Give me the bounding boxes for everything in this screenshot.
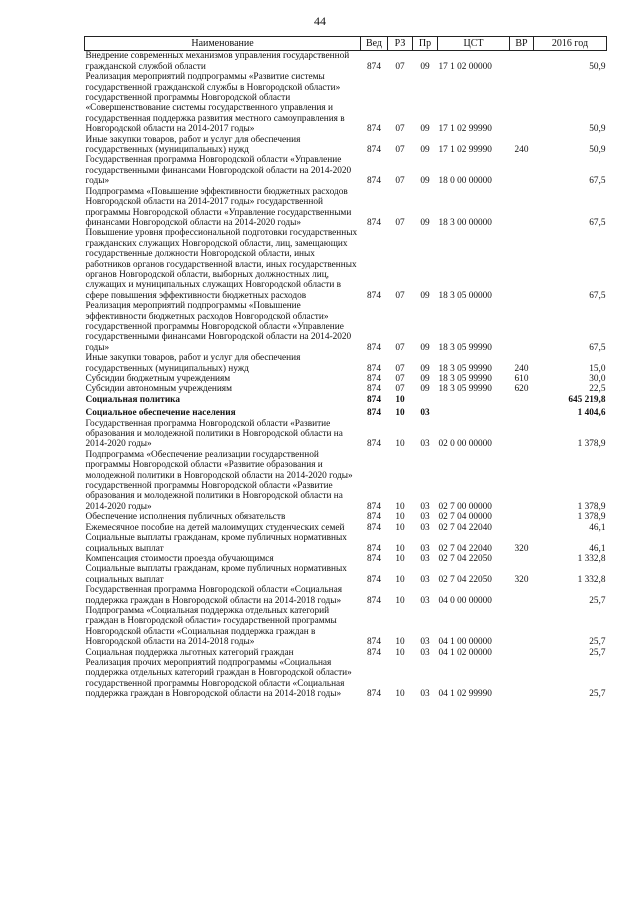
row-cst: 18 3 05 99990 bbox=[438, 374, 492, 384]
table-row bbox=[85, 187, 607, 229]
row-cst: 18 3 05 99990 bbox=[438, 384, 492, 395]
row-rz: 07 bbox=[395, 290, 405, 301]
row-amount: 46,1 bbox=[589, 543, 606, 554]
row-pr: 03 bbox=[420, 574, 430, 585]
table-row bbox=[85, 395, 607, 405]
row-rz: 10 bbox=[395, 543, 405, 554]
row-ved: 874 bbox=[367, 647, 381, 658]
table-row bbox=[85, 533, 607, 554]
table-row bbox=[85, 523, 607, 533]
row-cst bbox=[438, 395, 510, 405]
row-pr: 03 bbox=[420, 501, 430, 512]
row-pr: 09 bbox=[420, 124, 430, 135]
row-cst: 17 1 02 00000 bbox=[438, 61, 492, 72]
budget-table bbox=[84, 36, 607, 700]
row-name: Социальные выплаты гражданам, кроме публичных нормативных социальных выплат bbox=[85, 564, 347, 585]
row-vr bbox=[510, 606, 534, 648]
row-rz: 07 bbox=[395, 384, 405, 395]
row-amount: 1 332,8 bbox=[577, 553, 606, 564]
row-amount: 50,9 bbox=[589, 145, 606, 156]
row-name: Внедрение современных механизмов управления государственной гражданской службой области bbox=[85, 51, 350, 72]
row-amount: 67,5 bbox=[589, 176, 606, 187]
row-ved: 874 bbox=[367, 290, 381, 301]
row-cst: 02 7 04 22050 bbox=[438, 553, 492, 564]
row-amount: 50,9 bbox=[589, 61, 606, 72]
header-pr: Пр bbox=[413, 37, 438, 51]
row-vr bbox=[510, 187, 534, 229]
row-cst: 18 3 00 00000 bbox=[438, 217, 492, 228]
table-row bbox=[85, 658, 607, 700]
row-amount: 50,9 bbox=[589, 124, 606, 135]
table-row bbox=[85, 554, 607, 564]
table-row bbox=[85, 228, 607, 301]
row-pr: 09 bbox=[420, 374, 430, 384]
row-amount: 1 378,9 bbox=[577, 439, 606, 450]
row-cst: 02 7 04 00000 bbox=[438, 512, 492, 523]
row-ved: 874 bbox=[367, 394, 381, 405]
table-row bbox=[85, 72, 607, 134]
row-amount: 1 332,8 bbox=[577, 574, 606, 585]
row-ved: 874 bbox=[367, 439, 381, 450]
header-ved: Вед bbox=[361, 37, 388, 51]
row-name: Государственная программа Новгородской области «Управление государственными финансами Новгородской области на 2014-2020 годы» bbox=[85, 155, 352, 187]
row-vr bbox=[510, 228, 534, 301]
row-rz: 10 bbox=[395, 647, 405, 658]
row-cst: 17 1 02 99990 bbox=[438, 124, 492, 135]
row-vr bbox=[510, 523, 534, 533]
row-vr bbox=[510, 72, 534, 134]
row-pr: 03 bbox=[420, 512, 430, 523]
row-rz: 07 bbox=[395, 342, 405, 353]
row-vr bbox=[510, 395, 534, 405]
header-cst: ЦСТ bbox=[438, 37, 510, 51]
header-rz: РЗ bbox=[388, 37, 413, 51]
row-ved: 874 bbox=[367, 217, 381, 228]
table-row bbox=[85, 585, 607, 606]
row-vr bbox=[510, 554, 534, 564]
row-amount: 25,7 bbox=[589, 689, 606, 700]
row-ved: 874 bbox=[367, 176, 381, 187]
table-header-row bbox=[85, 37, 607, 51]
row-vr bbox=[510, 585, 534, 606]
table-row bbox=[85, 135, 607, 156]
row-name: Социальная поддержка льготных категорий граждан bbox=[85, 647, 294, 658]
row-pr: 09 bbox=[420, 342, 430, 353]
row-ved: 874 bbox=[367, 61, 381, 72]
row-rz: 10 bbox=[395, 439, 405, 450]
row-ved: 874 bbox=[367, 689, 381, 700]
row-rz: 07 bbox=[395, 124, 405, 135]
row-name: Реализация прочих мероприятий подпрограммы «Социальная поддержка отдельных категорий граждан в Новгородской области» государственной программы Новгородской области «Социальная поддержка граждан в Новгородской области на 2014-2018 годы» bbox=[85, 657, 352, 700]
table-row bbox=[85, 405, 607, 418]
row-ved: 874 bbox=[367, 374, 381, 384]
row-amount: 1 378,9 bbox=[577, 501, 606, 512]
table-row bbox=[85, 51, 607, 72]
table-row bbox=[85, 564, 607, 585]
row-cst: 04 1 00 00000 bbox=[438, 637, 492, 648]
row-pr: 09 bbox=[420, 145, 430, 156]
row-ved: 874 bbox=[367, 384, 381, 395]
row-name: Иные закупки товаров, работ и услуг для обеспечения государственных (муниципальных) нужд bbox=[85, 353, 301, 374]
table-row bbox=[85, 353, 607, 374]
row-ved: 874 bbox=[367, 543, 381, 554]
row-name: Субсидии автономным учреждениям bbox=[85, 384, 232, 395]
row-amount: 30,0 bbox=[589, 374, 606, 384]
row-ved: 874 bbox=[367, 574, 381, 585]
row-name: Подпрограмма «Социальная поддержка отдельных категорий граждан в Новгородской области» государственной программы Новгородской области «Социальная поддержка граждан в Новгородской области на 2014-2018 годы» bbox=[85, 605, 337, 648]
row-name: Социальные выплаты гражданам, кроме публичных нормативных социальных выплат bbox=[85, 533, 347, 554]
row-amount: 46,1 bbox=[589, 522, 606, 533]
row-cst: 02 7 04 22050 bbox=[438, 574, 492, 585]
row-vr: 240 bbox=[514, 145, 529, 156]
row-ved: 874 bbox=[367, 637, 381, 648]
row-cst: 18 3 05 99990 bbox=[438, 342, 492, 353]
row-rz: 10 bbox=[395, 408, 405, 419]
row-name: Ежемесячное пособие на детей малоимущих студенческих семей bbox=[85, 522, 345, 533]
table-row bbox=[85, 384, 607, 394]
row-vr bbox=[510, 512, 534, 522]
row-amount: 1 404,6 bbox=[577, 408, 606, 419]
row-ved: 874 bbox=[367, 342, 381, 353]
table-row bbox=[85, 512, 607, 522]
row-pr bbox=[413, 395, 438, 405]
row-ved: 874 bbox=[367, 145, 381, 156]
row-vr: 320 bbox=[514, 574, 529, 585]
row-cst: 18 3 05 99990 bbox=[438, 363, 492, 374]
row-vr bbox=[510, 51, 534, 72]
row-amount: 67,5 bbox=[589, 342, 606, 353]
row-cst: 18 0 00 00000 bbox=[438, 176, 492, 187]
row-pr: 03 bbox=[420, 408, 430, 419]
row-rz: 10 bbox=[395, 637, 405, 648]
row-vr: 240 bbox=[514, 363, 529, 374]
row-pr: 03 bbox=[420, 439, 430, 450]
row-rz: 10 bbox=[395, 501, 405, 512]
row-pr: 03 bbox=[420, 595, 430, 606]
row-ved: 874 bbox=[367, 501, 381, 512]
row-vr bbox=[510, 450, 534, 512]
row-name: Иные закупки товаров, работ и услуг для обеспечения государственных (муниципальных) нужд bbox=[85, 134, 301, 156]
row-vr: 610 bbox=[514, 374, 529, 384]
row-cst: 04 1 02 99990 bbox=[438, 689, 492, 700]
row-vr: 620 bbox=[514, 384, 529, 395]
row-rz: 10 bbox=[395, 574, 405, 585]
row-name: Повышение уровня профессиональной подготовки государственных гражданских служащих Новгородской области, лиц, замещающих государственные должности Новгородской области, иных работников органов государственной власти, иных государственных органов Новгородской области, выборных должностных лиц, служащих и муниципальных служащих Новгородской области в сфере повышения эффективности бюджетных расходов bbox=[85, 228, 358, 301]
row-cst: 02 7 04 22040 bbox=[438, 522, 492, 533]
row-pr: 03 bbox=[420, 543, 430, 554]
row-rz: 10 bbox=[395, 553, 405, 564]
row-rz: 07 bbox=[395, 363, 405, 374]
table-row bbox=[85, 606, 607, 648]
row-amount: 67,5 bbox=[589, 290, 606, 301]
row-pr: 09 bbox=[420, 290, 430, 301]
row-cst: 17 1 02 99990 bbox=[438, 145, 492, 156]
row-rz: 10 bbox=[395, 522, 405, 533]
row-vr: 320 bbox=[514, 543, 529, 554]
row-vr bbox=[510, 648, 534, 658]
row-ved: 874 bbox=[367, 522, 381, 533]
table-row bbox=[85, 450, 607, 512]
row-ved: 874 bbox=[367, 595, 381, 606]
row-cst: 02 0 00 00000 bbox=[438, 439, 492, 450]
row-rz: 10 bbox=[395, 512, 405, 523]
row-ved: 874 bbox=[367, 363, 381, 374]
table-row bbox=[85, 155, 607, 186]
row-rz: 07 bbox=[395, 217, 405, 228]
row-name: Компенсация стоимости проезда обучающимся bbox=[85, 553, 274, 564]
row-ved: 874 bbox=[367, 553, 381, 564]
row-pr: 09 bbox=[420, 363, 430, 374]
row-pr: 03 bbox=[420, 553, 430, 564]
row-cst: 02 7 00 00000 bbox=[438, 501, 492, 512]
table-row bbox=[85, 301, 607, 353]
row-cst: 18 3 05 00000 bbox=[438, 290, 492, 301]
row-amount: 645 219,8 bbox=[568, 394, 606, 405]
row-amount: 25,7 bbox=[589, 637, 606, 648]
row-ved: 874 bbox=[367, 512, 381, 523]
row-rz: 07 bbox=[395, 145, 405, 156]
header-vr: ВР bbox=[510, 37, 534, 51]
row-amount: 25,7 bbox=[589, 647, 606, 658]
row-name: Государственная программа Новгородской области «Развитие образования и молодежной политики в Новгородской области на 2014-2020 годы» bbox=[85, 418, 343, 450]
row-rz: 10 bbox=[395, 689, 405, 700]
table-row bbox=[85, 419, 607, 450]
table-row bbox=[85, 374, 607, 384]
row-rz: 07 bbox=[395, 176, 405, 187]
row-pr: 09 bbox=[420, 176, 430, 187]
row-cst: 04 0 00 00000 bbox=[438, 595, 492, 606]
row-cst: 02 7 04 22040 bbox=[438, 543, 492, 554]
row-cst: 04 1 02 00000 bbox=[438, 647, 492, 658]
row-name: Социальное обеспечение населения bbox=[85, 408, 236, 419]
row-pr: 03 bbox=[420, 689, 430, 700]
row-rz: 07 bbox=[395, 374, 405, 384]
table-row bbox=[85, 648, 607, 658]
table-body bbox=[85, 51, 607, 700]
row-pr: 09 bbox=[420, 384, 430, 395]
row-amount: 67,5 bbox=[589, 217, 606, 228]
row-rz: 10 bbox=[395, 595, 405, 606]
row-name: Реализация мероприятий подпрограммы «Развитие системы государственной гражданской службы в Новгородской области» государственной программы Новгородской области «Совершенствование системы государственного управления и государственная поддержка развития местного самоуправления в Новгородской области на 2014-2017 годы» bbox=[85, 72, 345, 135]
row-vr bbox=[510, 405, 534, 418]
header-year: 2016 год bbox=[534, 37, 607, 51]
row-pr: 03 bbox=[420, 637, 430, 648]
row-ved: 874 bbox=[367, 124, 381, 135]
row-rz: 10 bbox=[395, 394, 405, 405]
row-pr: 03 bbox=[420, 522, 430, 533]
row-vr bbox=[510, 155, 534, 186]
row-pr: 09 bbox=[420, 217, 430, 228]
row-vr bbox=[510, 301, 534, 353]
row-name: Социальная политика bbox=[85, 394, 181, 405]
row-amount: 15,0 bbox=[589, 363, 606, 374]
row-pr: 09 bbox=[420, 61, 430, 72]
row-pr: 03 bbox=[420, 647, 430, 658]
row-name: Реализация мероприятий подпрограммы «Повышение эффективности бюджетных расходов Новгородской области» государственной программы Новгородской области «Управление государственными финансами Новгородской области на 2014-2020 годы» bbox=[85, 301, 352, 353]
page-number: 44 bbox=[314, 14, 326, 28]
row-rz: 07 bbox=[395, 61, 405, 72]
row-name: Государственная программа Новгородской области «Социальная поддержка граждан в Новгородской области на 2014-2018 годы» bbox=[85, 585, 343, 606]
row-name: Подпрограмма «Обеспечение реализации государственной программы Новгородской области «Развитие образования и молодежной политики в Новгородской области на 2014-2020 годы» государственной программы Новгородской области «Развитие образования и молодежной политики в Новгородской области на 2014-2020 годы» bbox=[85, 449, 353, 512]
row-amount: 25,7 bbox=[589, 595, 606, 606]
row-amount: 1 378,9 bbox=[577, 512, 606, 523]
row-name: Подпрограмма «Повышение эффективности бюджетных расходов Новгородской области на 2014-2017 годы» государственной программы Новгородской области «Управление государственными финансами Новгородской области на 2014-2020 годы» bbox=[85, 186, 352, 228]
row-vr bbox=[510, 658, 534, 700]
row-name: Обеспечение исполнения публичных обязательств bbox=[85, 512, 286, 523]
header-name: Наименование bbox=[85, 37, 361, 51]
row-cst bbox=[438, 405, 510, 418]
row-ved: 874 bbox=[367, 408, 381, 419]
row-vr bbox=[510, 419, 534, 450]
row-name: Субсидии бюджетным учреждениям bbox=[85, 374, 231, 384]
row-amount: 22,5 bbox=[589, 384, 606, 395]
